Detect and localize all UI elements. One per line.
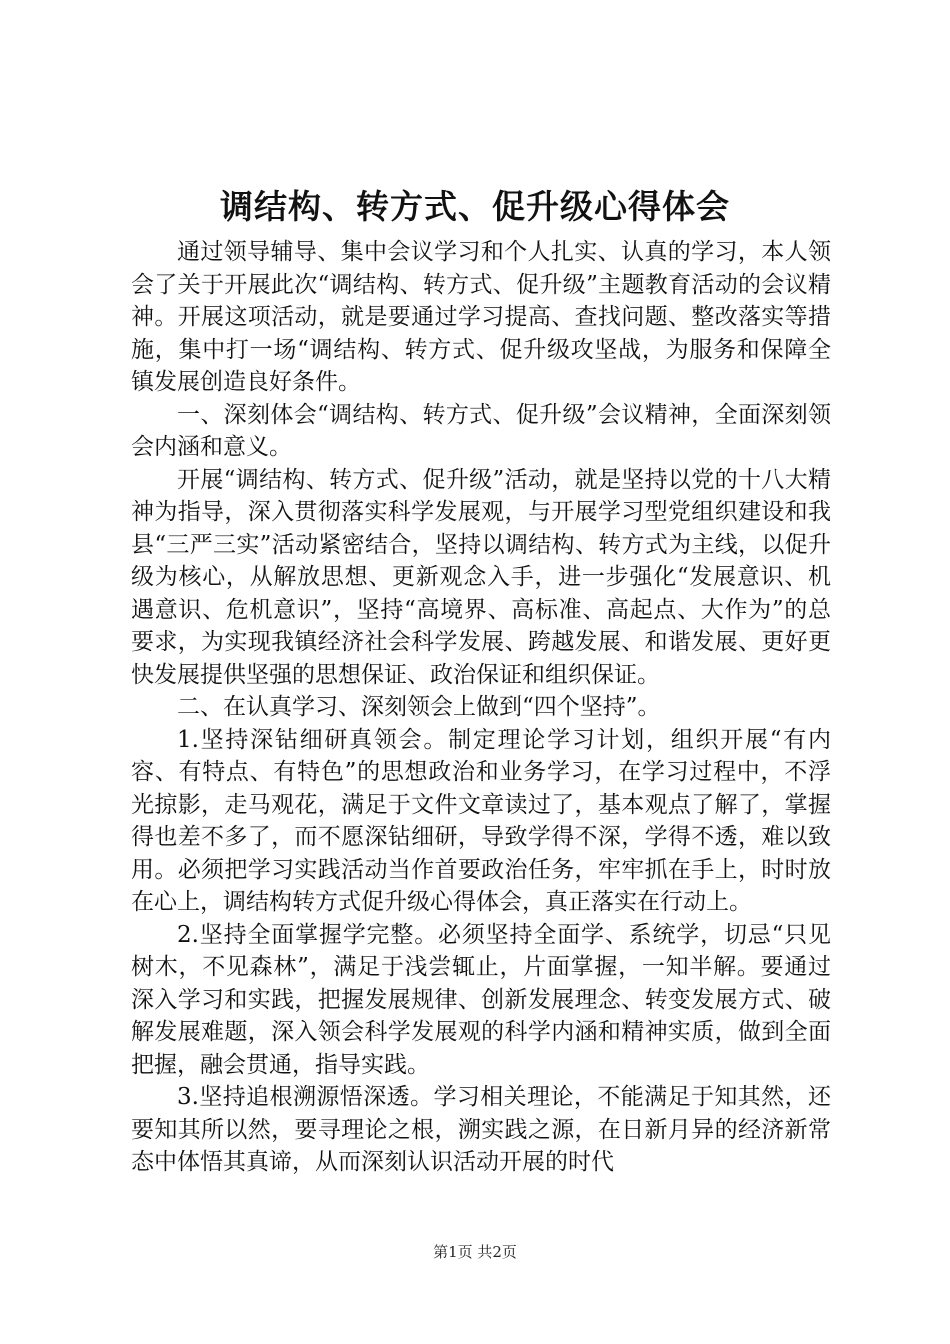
document-title: 调结构、转方式、促升级心得体会 [220,187,730,226]
paragraph-section-1-heading: 一、深刻体会“调结构、转方式、促升级”会议精神，全面深刻领会内涵和意义。 [131,401,831,460]
page-number-footer: 第1页 共2页 [433,1243,517,1261]
document-body [131,236,831,1179]
paragraph-point-1: 1.坚持深钻细研真领会。制定理论学习计划，组织开展“有内容、有特点、有特色”的思想政治和业务学习，在学习过程中，不浮光掠影，走马观花，满足于文件文章读过了，基本观点了解了，掌握得也差不多了，而不愿深钻细研，导致学得不深，学得不透，难以致用。必须把学习实践活动当作首要政治任务，牢牢抓在手上，时时放在心上，调结构转方式促升级心得体会，真正落实在行动上。 [131,726,831,915]
paragraph-point-3: 3.坚持追根溯源悟深透。学习相关理论，不能满足于知其然，还要知其所以然，要寻理论之根，溯实践之源，在日新月异的经济新常态中体悟其真谛，从而深刻认识活动开展的时代 [131,1084,831,1175]
paragraph-intro: 通过领导辅导、集中会议学习和个人扎实、认真的学习，本人领会了关于开展此次“调结构、转方式、促升级”主题教育活动的会议精神。开展这项活动，就是要通过学习提高、查找问题、整改落实等措施，集中打一场“调结构、转方式、促升级攻坚战，为服务和保障全镇发展创造良好条件。 [131,239,831,395]
paragraph-section-1-body: 开展“调结构、转方式、促升级”活动，就是坚持以党的十八大精神为指导，深入贯彻落实科学发展观，与开展学习型党组织建设和我县“三严三实”活动紧密结合，坚持以调结构、转方式为主线，以促升级为核心，从解放思想、更新观念入手，进一步强化“发展意识、机遇意识、危机意识”，坚持“高境界、高标准、高起点、大作为”的总要求，为实现我镇经济社会科学发展、跨越发展、和谐发展、更好更快发展提供坚强的思想保证、政治保证和组织保证。 [131,466,831,688]
paragraph-point-2: 2.坚持全面掌握学完整。必须坚持全面学、系统学，切忌“只见树木，不见森林”，满足于浅尝辄止，片面掌握，一知半解。要通过深入学习和实践，把握发展规律、创新发展理念、转变发展方式、破解发展难题，深入领会科学发展观的科学内涵和精神实质，做到全面把握，融会贯通，指导实践。 [131,921,831,1078]
paragraph-section-2-heading: 二、在认真学习、深刻领会上做到“四个坚持”。 [177,694,661,720]
